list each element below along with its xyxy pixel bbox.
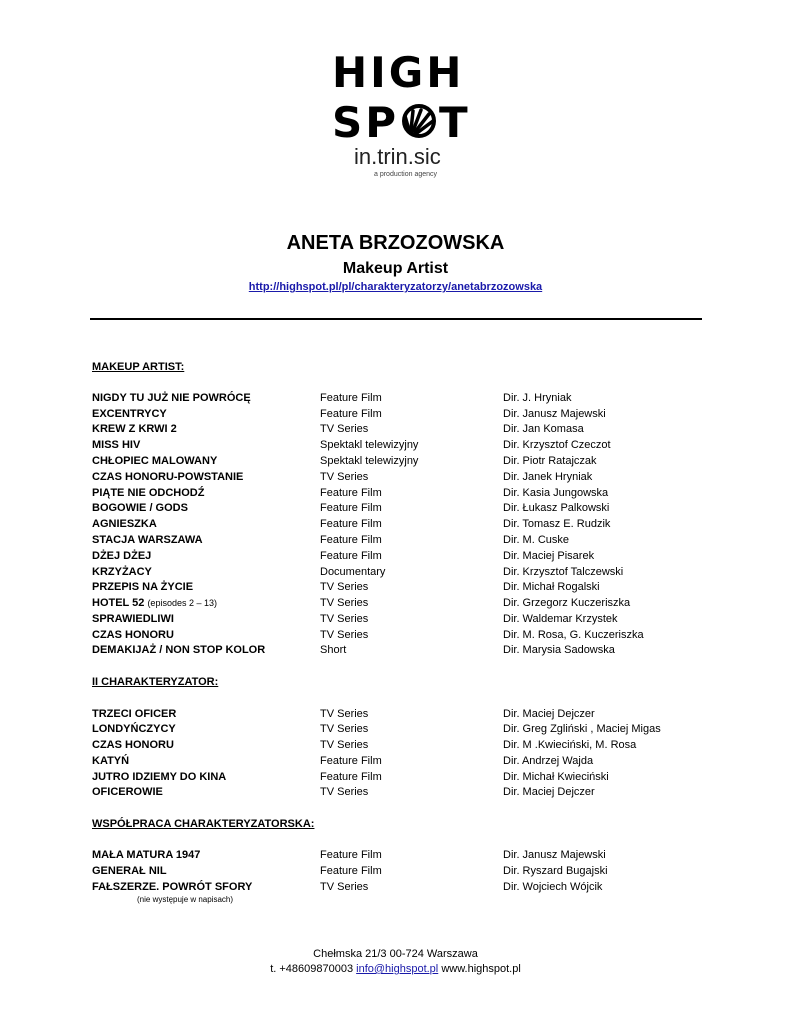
logo-line-intrinsic: in.trin.sic <box>354 144 441 169</box>
credit-director: Dir. Maciej Pisarek <box>503 550 595 562</box>
credit-kind: Feature Film <box>320 392 382 404</box>
credit-director: Dir. Michał Kwieciński <box>503 771 609 783</box>
credit-row <box>0 863 791 879</box>
credit-title: DŻEJ DŻEJ <box>92 550 152 562</box>
credit-kind: TV Series <box>320 581 369 593</box>
footer-website[interactable]: www.highspot.pl <box>441 963 521 975</box>
artist-name: ANETA BRZOZOWSKA <box>286 232 505 254</box>
credit-director: Dir. Jan Komasa <box>503 423 584 435</box>
credit-row <box>0 611 791 627</box>
credit-director: Dir. Maciej Dejczer <box>503 708 595 720</box>
credit-row <box>0 421 791 437</box>
credit-row <box>0 548 791 564</box>
credit-director: Dir. Waldemar Krzystek <box>503 613 618 625</box>
credit-director: Dir. Ryszard Bugajski <box>503 865 608 877</box>
footer-address: Chełmska 21/3 00-724 Warszawa <box>313 948 478 960</box>
credit-row <box>0 627 791 643</box>
credit-director: Dir. M .Kwieciński, M. Rosa <box>503 739 637 751</box>
credit-director: Dir. Greg Zgliński , Maciej Migas <box>503 723 661 735</box>
credit-kind: Feature Film <box>320 534 382 546</box>
credit-title: KRZYŻACY <box>92 566 152 578</box>
credit-director: Dir. M. Cuske <box>503 534 570 546</box>
credit-kind: Feature Film <box>320 518 382 530</box>
credit-row <box>0 642 791 658</box>
credit-director: Dir. Michał Rogalski <box>503 581 600 593</box>
credit-title: STACJA WARSZAWA <box>92 534 203 546</box>
credit-kind: Feature Film <box>320 487 382 499</box>
credit-title: MAŁA MATURA 1947 <box>92 849 201 861</box>
logo-tagline: a production agency <box>374 171 438 178</box>
credit-kind: TV Series <box>320 739 369 751</box>
credit-kind: Spektakl telewizyjny <box>320 439 419 451</box>
credit-kind: TV Series <box>320 723 369 735</box>
credit-director: Dir. Krzysztof Czeczot <box>503 439 611 451</box>
credit-title: HOTEL 52 <box>92 597 145 609</box>
credit-kind: TV Series <box>320 471 369 483</box>
credit-title: PRZEPIS NA ŻYCIE <box>92 581 194 593</box>
credit-title-with-note <box>92 595 217 611</box>
credit-director: Dir. Maciej Dejczer <box>503 786 595 798</box>
credit-title: LONDYŃCZYCY <box>92 723 176 735</box>
credit-title: SPRAWIEDLIWI <box>92 613 174 625</box>
credit-title: EXCENTRYCY <box>92 408 167 420</box>
credit-title: BOGOWIE / GODS <box>92 502 188 514</box>
logo-t-text: T <box>439 98 471 147</box>
credit-director: Dir. Piotr Ratajczak <box>503 455 597 467</box>
credit-row <box>0 769 791 785</box>
credit-director: Dir. J. Hryniak <box>503 392 572 404</box>
footer-email-link[interactable]: info@highspot.pl <box>356 963 439 975</box>
credit-row <box>0 390 791 406</box>
credit-title: CZAS HONORU <box>92 739 174 751</box>
credit-row <box>0 516 791 532</box>
credit-director: Dir. Janusz Majewski <box>503 408 606 420</box>
credit-row <box>0 500 791 516</box>
credit-row <box>0 579 791 595</box>
credit-director: Dir. Łukasz Palkowski <box>503 502 610 514</box>
credit-kind: Short <box>320 644 347 656</box>
credit-row <box>0 784 791 800</box>
credit-title: CZAS HONORU <box>92 629 174 641</box>
credit-kind: Feature Film <box>320 502 382 514</box>
profile-link[interactable]: http://highspot.pl/pl/charakteryzatorzy/anetabrzozowska <box>248 281 543 293</box>
credit-row <box>0 485 791 501</box>
section-title-makeup-artist: MAKEUP ARTIST: <box>92 361 185 373</box>
credit-kind: Spektakl telewizyjny <box>320 455 419 467</box>
credit-title: FAŁSZERZE. POWRÓT SFORY <box>92 881 253 893</box>
credit-director: Dir. Andrzej Wajda <box>503 755 594 767</box>
credit-title: KATYŃ <box>92 755 130 767</box>
credit-title: AGNIESZKA <box>92 518 157 530</box>
credit-row <box>0 737 791 753</box>
credit-title: KREW Z KRWI 2 <box>92 423 177 435</box>
credit-episode-note: (episodes 2 – 13) <box>147 598 217 608</box>
credit-row <box>0 847 791 863</box>
credit-director: Dir. Tomasz E. Rudzik <box>503 518 611 530</box>
credit-title: OFICEROWIE <box>92 786 163 798</box>
credit-row <box>0 753 791 769</box>
logo-line-high: HIGH <box>332 48 465 97</box>
credit-title: JUTRO IDZIEMY DO KINA <box>92 771 227 783</box>
header-divider <box>90 318 702 320</box>
section-title-second-makeup: II CHARAKTERYZATOR: <box>92 676 219 688</box>
credit-kind: TV Series <box>320 786 369 798</box>
credit-row <box>0 437 791 453</box>
credit-title: MISS HIV <box>92 439 141 451</box>
credit-kind: TV Series <box>320 708 369 720</box>
credit-director: Dir. Janek Hryniak <box>503 471 593 483</box>
agency-logo <box>330 50 480 182</box>
credit-title: DEMAKIJAŻ / NON STOP KOLOR <box>92 644 266 656</box>
credit-director: Dir. Marysia Sadowska <box>503 644 615 656</box>
credit-title: TRZECI OFICER <box>92 708 177 720</box>
credit-kind: Documentary <box>320 566 386 578</box>
footer-contact <box>0 962 791 977</box>
credit-title: CHŁOPIEC MALOWANY <box>92 455 218 467</box>
footer-phone: t. +48609870003 <box>270 963 354 975</box>
credit-title: GENERAŁ NIL <box>92 865 167 877</box>
credit-row <box>0 595 791 611</box>
credit-kind: Feature Film <box>320 865 382 877</box>
credit-row <box>0 721 791 737</box>
credit-row <box>0 564 791 580</box>
credit-kind: Feature Film <box>320 755 382 767</box>
credit-title: PIĄTE NIE ODCHODŹ <box>92 487 205 499</box>
credit-director: Dir. Grzegorz Kuczeriszka <box>503 597 631 609</box>
logo-line-spot <box>332 100 471 146</box>
credit-kind: Feature Film <box>320 771 382 783</box>
credit-row <box>0 453 791 469</box>
credit-row <box>0 532 791 548</box>
credit-row <box>0 469 791 485</box>
credit-title: CZAS HONORU-POWSTANIE <box>92 471 244 483</box>
credit-title: NIGDY TU JUŻ NIE POWRÓCĘ <box>92 392 251 404</box>
logo-sp-text: SP <box>332 98 400 147</box>
credit-director: Dir. Wojciech Wójcik <box>503 881 603 893</box>
credit-kind: TV Series <box>320 629 369 641</box>
credit-director: Dir. Krzysztof Talczewski <box>503 566 624 578</box>
credit-kind: TV Series <box>320 881 369 893</box>
credit-kind: TV Series <box>320 597 369 609</box>
sun-burst-icon <box>399 103 439 139</box>
credit-kind: Feature Film <box>320 849 382 861</box>
credit-director: Dir. M. Rosa, G. Kuczeriszka <box>503 629 644 641</box>
credit-kind: TV Series <box>320 423 369 435</box>
credit-row <box>0 406 791 422</box>
credit-kind: Feature Film <box>320 550 382 562</box>
uncredited-note: (nie występuje w napisach) <box>137 895 234 904</box>
credit-row <box>0 706 791 722</box>
credit-row <box>0 879 791 895</box>
credit-director: Dir. Janusz Majewski <box>503 849 606 861</box>
section-title-makeup-collaboration: WSPÓŁPRACA CHARAKTERYZATORSKA: <box>92 818 315 830</box>
credit-kind: Feature Film <box>320 408 382 420</box>
artist-role: Makeup Artist <box>342 260 449 277</box>
credit-kind: TV Series <box>320 613 369 625</box>
credit-director: Dir. Kasia Jungowska <box>503 487 609 499</box>
